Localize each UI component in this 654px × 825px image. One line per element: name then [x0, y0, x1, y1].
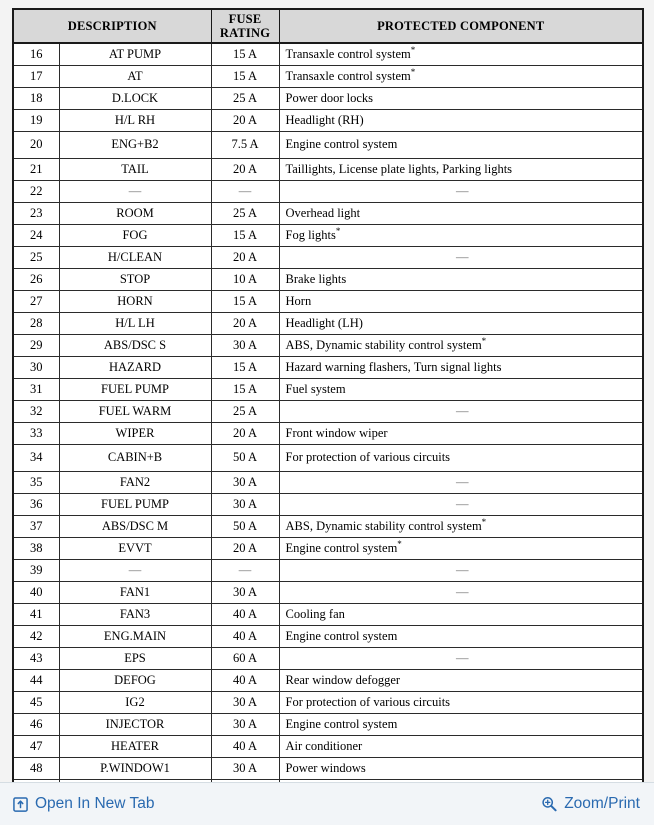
cell-fuse-number: 31: [13, 379, 59, 401]
protected-component-text: —: [456, 496, 469, 511]
footnote-marker: *: [481, 516, 487, 527]
protected-component-text: Air conditioner: [285, 738, 363, 753]
protected-component-text: For protection of various circuits: [285, 694, 451, 709]
table-row: [13, 357, 643, 379]
cell-fuse-number: 29: [13, 335, 59, 357]
protected-component-text: Hazard warning flashers, Turn signal lights: [285, 359, 502, 374]
cell-fuse-rating: 15 A: [211, 66, 279, 88]
protected-component-text: Power windows: [285, 760, 366, 775]
protected-component-text: Power door locks: [285, 90, 373, 105]
protected-component-text: Headlight (RH): [285, 112, 364, 127]
protected-component-text: Engine control system: [285, 628, 398, 643]
table-row: [13, 423, 643, 445]
cell-fuse-rating: 30 A: [211, 494, 279, 516]
cell-fuse-rating: 50 A: [211, 445, 279, 472]
cell-fuse-rating: 20 A: [211, 110, 279, 132]
cell-fuse-rating: 20 A: [211, 313, 279, 335]
cell-protected-component: [279, 670, 643, 692]
cell-description: ABS/DSC M: [59, 516, 211, 538]
cell-description: EPS: [59, 648, 211, 670]
cell-fuse-rating: 15 A: [211, 379, 279, 401]
open-in-new-tab-icon: [12, 796, 28, 812]
cell-protected-component: [279, 247, 643, 269]
table-row: [13, 203, 643, 225]
cell-fuse-number: 16: [13, 43, 59, 66]
cell-description: H/L RH: [59, 110, 211, 132]
cell-fuse-number: 47: [13, 736, 59, 758]
protected-component-text: —: [456, 562, 469, 577]
table-row: [13, 736, 643, 758]
cell-protected-component: [279, 604, 643, 626]
table-row: [13, 692, 643, 714]
protected-component-text: Transaxle control system: [285, 68, 411, 83]
cell-fuse-number: 24: [13, 225, 59, 247]
cell-fuse-number: 22: [13, 181, 59, 203]
protected-component-text: —: [456, 403, 469, 418]
table-row: [13, 648, 643, 670]
cell-fuse-number: 18: [13, 88, 59, 110]
cell-fuse-number: 23: [13, 203, 59, 225]
table-row: [13, 335, 643, 357]
table-row: [13, 379, 643, 401]
table-header-row: [13, 9, 643, 43]
cell-protected-component: [279, 181, 643, 203]
cell-protected-component: [279, 445, 643, 472]
cell-description: D.LOCK: [59, 88, 211, 110]
open-in-new-tab-button[interactable]: [12, 795, 154, 813]
table-row: [13, 560, 643, 582]
protected-component-text: Horn: [285, 293, 312, 308]
column-header-description: DESCRIPTION: [13, 9, 211, 43]
protected-component-text: —: [456, 474, 469, 489]
cell-protected-component: [279, 335, 643, 357]
cell-description: IG2: [59, 692, 211, 714]
cell-description: —: [59, 560, 211, 582]
cell-fuse-number: 33: [13, 423, 59, 445]
cell-description: ROOM: [59, 203, 211, 225]
cell-description: FOG: [59, 225, 211, 247]
cell-fuse-rating: 10 A: [211, 269, 279, 291]
viewer-footer-toolbar: [0, 782, 654, 825]
protected-component-text: Cooling fan: [285, 606, 345, 621]
protected-component-text: —: [456, 183, 469, 198]
table-row: [13, 159, 643, 181]
cell-protected-component: [279, 714, 643, 736]
cell-fuse-number: 20: [13, 132, 59, 159]
table-row: [13, 401, 643, 423]
cell-description: DEFOG: [59, 670, 211, 692]
cell-protected-component: [279, 225, 643, 247]
cell-fuse-number: 35: [13, 472, 59, 494]
cell-fuse-rating: 40 A: [211, 670, 279, 692]
table-row: [13, 472, 643, 494]
cell-description: FAN2: [59, 472, 211, 494]
cell-fuse-rating: 40 A: [211, 736, 279, 758]
cell-protected-component: [279, 203, 643, 225]
footnote-marker: *: [410, 66, 416, 77]
cell-protected-component: [279, 66, 643, 88]
cell-fuse-number: 27: [13, 291, 59, 313]
table-row: [13, 291, 643, 313]
cell-fuse-rating: 7.5 A: [211, 132, 279, 159]
cell-fuse-number: 44: [13, 670, 59, 692]
cell-protected-component: [279, 758, 643, 780]
cell-protected-component: [279, 516, 643, 538]
footnote-marker: *: [410, 44, 416, 55]
cell-protected-component: [279, 736, 643, 758]
cell-fuse-number: 37: [13, 516, 59, 538]
table-body: [13, 43, 643, 802]
cell-fuse-number: 17: [13, 66, 59, 88]
cell-protected-component: [279, 472, 643, 494]
protected-component-text: Front window wiper: [285, 425, 388, 440]
cell-fuse-number: 45: [13, 692, 59, 714]
cell-description: P.WINDOW1: [59, 758, 211, 780]
protected-component-text: Fog lights: [285, 227, 336, 242]
cell-protected-component: [279, 582, 643, 604]
protected-component-text: —: [456, 584, 469, 599]
cell-protected-component: [279, 43, 643, 66]
protected-component-text: Transaxle control system: [285, 46, 411, 61]
cell-fuse-rating: 15 A: [211, 357, 279, 379]
cell-protected-component: [279, 313, 643, 335]
cell-description: CABIN+B: [59, 445, 211, 472]
protected-component-text: For protection of various circuits: [285, 450, 451, 465]
cell-fuse-number: 28: [13, 313, 59, 335]
cell-protected-component: [279, 560, 643, 582]
cell-fuse-number: 34: [13, 445, 59, 472]
table-row: [13, 43, 643, 66]
cell-fuse-rating: —: [211, 560, 279, 582]
cell-description: H/CLEAN: [59, 247, 211, 269]
cell-fuse-number: 39: [13, 560, 59, 582]
cell-fuse-number: 26: [13, 269, 59, 291]
table-row: [13, 626, 643, 648]
cell-fuse-rating: 30 A: [211, 714, 279, 736]
protected-component-text: Fuel system: [285, 381, 346, 396]
cell-protected-component: [279, 379, 643, 401]
cell-description: AT PUMP: [59, 43, 211, 66]
cell-protected-component: [279, 269, 643, 291]
cell-description: FAN3: [59, 604, 211, 626]
cell-description: H/L LH: [59, 313, 211, 335]
table-row: [13, 538, 643, 560]
cell-fuse-rating: 15 A: [211, 225, 279, 247]
cell-fuse-rating: 20 A: [211, 538, 279, 560]
table-row: [13, 313, 643, 335]
cell-fuse-number: 25: [13, 247, 59, 269]
cell-fuse-number: 41: [13, 604, 59, 626]
cell-fuse-rating: 30 A: [211, 472, 279, 494]
cell-protected-component: [279, 159, 643, 181]
column-header-fuse-rating: [211, 9, 279, 43]
table-row: [13, 110, 643, 132]
table-row: [13, 66, 643, 88]
protected-component-text: Rear window defogger: [285, 672, 401, 687]
table-row: [13, 247, 643, 269]
cell-fuse-number: 32: [13, 401, 59, 423]
table-row: [13, 132, 643, 159]
cell-fuse-number: 21: [13, 159, 59, 181]
protected-component-text: —: [456, 650, 469, 665]
cell-fuse-rating: 60 A: [211, 648, 279, 670]
fuse-rating-line-2: RATING: [219, 26, 271, 40]
table-row: [13, 445, 643, 472]
cell-protected-component: [279, 88, 643, 110]
table-row: [13, 225, 643, 247]
cell-fuse-rating: 25 A: [211, 401, 279, 423]
zoom-print-label: Zoom/Print: [564, 795, 640, 812]
cell-fuse-rating: 30 A: [211, 692, 279, 714]
cell-fuse-rating: 20 A: [211, 247, 279, 269]
cell-protected-component: [279, 494, 643, 516]
cell-description: AT: [59, 66, 211, 88]
table-row: [13, 269, 643, 291]
cell-fuse-number: 30: [13, 357, 59, 379]
cell-fuse-number: 36: [13, 494, 59, 516]
table-row: [13, 604, 643, 626]
cell-description: —: [59, 181, 211, 203]
cell-fuse-rating: 30 A: [211, 758, 279, 780]
cell-description: EVVT: [59, 538, 211, 560]
cell-fuse-rating: 25 A: [211, 203, 279, 225]
cell-protected-component: [279, 692, 643, 714]
cell-fuse-rating: 20 A: [211, 423, 279, 445]
cell-description: HAZARD: [59, 357, 211, 379]
column-header-protected-component: PROTECTED COMPONENT: [279, 9, 643, 43]
table-row: [13, 714, 643, 736]
zoom-in-magnifier-icon: [541, 796, 557, 812]
footnote-marker: *: [397, 538, 402, 549]
cell-description: ENG+B2: [59, 132, 211, 159]
cell-fuse-number: 43: [13, 648, 59, 670]
table-row: [13, 181, 643, 203]
cell-fuse-number: 42: [13, 626, 59, 648]
protected-component-text: ABS, Dynamic stability control system: [285, 337, 482, 352]
cell-fuse-rating: 20 A: [211, 159, 279, 181]
cell-protected-component: [279, 291, 643, 313]
cell-fuse-rating: 15 A: [211, 291, 279, 313]
cell-protected-component: [279, 132, 643, 159]
open-in-new-tab-label: Open In New Tab: [35, 795, 155, 812]
protected-component-text: Engine control system: [285, 540, 398, 555]
cell-fuse-number: 38: [13, 538, 59, 560]
footnote-marker: *: [335, 225, 341, 236]
cell-description: ABS/DSC S: [59, 335, 211, 357]
zoom-print-button[interactable]: [541, 795, 640, 813]
table-row: [13, 516, 643, 538]
cell-protected-component: [279, 423, 643, 445]
protected-component-text: Brake lights: [285, 271, 347, 286]
cell-fuse-rating: 40 A: [211, 604, 279, 626]
cell-fuse-number: 48: [13, 758, 59, 780]
cell-protected-component: [279, 110, 643, 132]
table-row: [13, 494, 643, 516]
cell-description: TAIL: [59, 159, 211, 181]
protected-component-text: Engine control system: [285, 137, 398, 152]
cell-fuse-rating: 40 A: [211, 626, 279, 648]
cell-description: STOP: [59, 269, 211, 291]
cell-description: FUEL WARM: [59, 401, 211, 423]
cell-fuse-rating: 50 A: [211, 516, 279, 538]
cell-description: INJECTOR: [59, 714, 211, 736]
cell-protected-component: [279, 626, 643, 648]
fuse-rating-line-1: FUSE: [228, 12, 262, 26]
cell-description: FUEL PUMP: [59, 379, 211, 401]
cell-description: ENG.MAIN: [59, 626, 211, 648]
table-row: [13, 670, 643, 692]
cell-description: FAN1: [59, 582, 211, 604]
table-row: [13, 88, 643, 110]
table-header: [13, 9, 643, 43]
protected-component-text: Overhead light: [285, 205, 361, 220]
cell-fuse-rating: —: [211, 181, 279, 203]
table-row: [13, 758, 643, 780]
cell-description: HEATER: [59, 736, 211, 758]
protected-component-text: Taillights, License plate lights, Parking lights: [285, 161, 513, 176]
cell-fuse-rating: 25 A: [211, 88, 279, 110]
cell-fuse-rating: 30 A: [211, 582, 279, 604]
fuse-box-table: [12, 8, 644, 803]
cell-fuse-number: 40: [13, 582, 59, 604]
cell-description: FUEL PUMP: [59, 494, 211, 516]
cell-fuse-number: 19: [13, 110, 59, 132]
cell-protected-component: [279, 357, 643, 379]
cell-fuse-rating: 30 A: [211, 335, 279, 357]
cell-protected-component: [279, 401, 643, 423]
protected-component-text: Headlight (LH): [285, 315, 363, 330]
cell-protected-component: [279, 648, 643, 670]
cell-protected-component: [279, 538, 643, 560]
table-row: [13, 582, 643, 604]
protected-component-text: —: [456, 249, 469, 264]
protected-component-text: Engine control system: [285, 716, 398, 731]
protected-component-text: ABS, Dynamic stability control system: [285, 518, 482, 533]
cell-fuse-rating: 15 A: [211, 43, 279, 66]
cell-description: HORN: [59, 291, 211, 313]
cell-description: WIPER: [59, 423, 211, 445]
footnote-marker: *: [481, 335, 487, 346]
cell-fuse-number: 46: [13, 714, 59, 736]
